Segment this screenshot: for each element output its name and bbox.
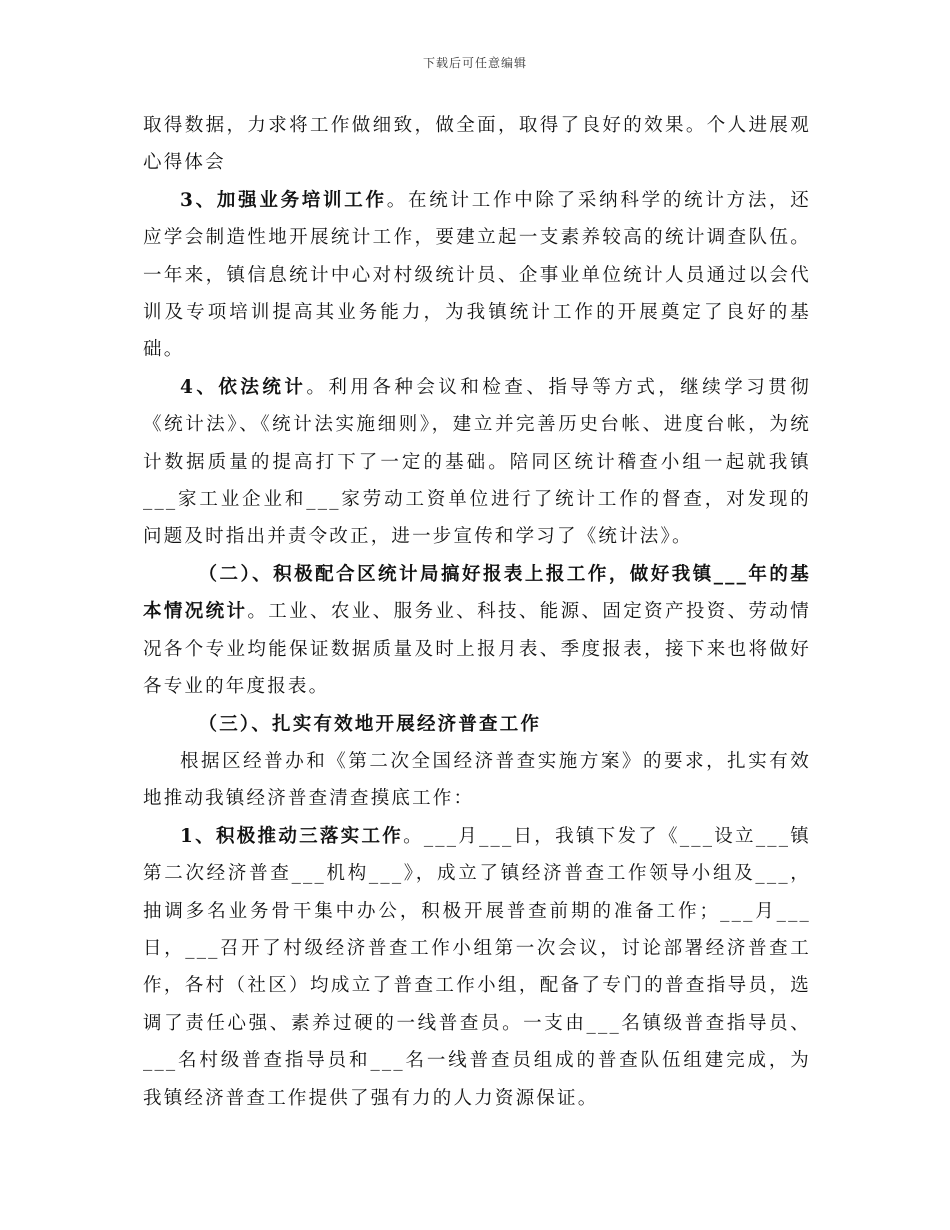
- paragraph-heading: 1、积极推动三落实工作: [180, 825, 404, 847]
- paragraph-heading: （三）、扎实有效地开展经济普查工作: [198, 713, 542, 735]
- paragraph-text: 取得数据，力求将工作做细致，做全面，取得了良好的效果。个人进展观心得体会: [143, 115, 811, 174]
- paragraph-text: 。利用各种会议和检查、指导等方式，继续学习贯彻《统计法》、《统计法实施细则》，建立并完善历史台帐、进度台帐，为统计数据质量的提高打下了一定的基础。陪同区统计稽查小组一起就我镇___家工业企业和___家劳动工资单位进行了统计工作的督查，对发现的问题及时指出并责令改正，进一步宣传和学习了《统计法》。: [143, 376, 811, 548]
- paragraph-text: 。___月___日，我镇下发了《___设立___镇第二次经济普查___机构___》，成立了镇经济普查工作领导小组及___，抽调多名业务骨干集中办公，积极开展普查前期的准备工作；___月___日，___召开了村级经济普查工作小组第一次会议，讨论部署经济普查工作，各村（社区）均成立了普查工作小组，配备了专门的普查指导员，选调了责任心强、素养过硬的一线普查员。一支由___名镇级普查指导员、___名村级普查指导员和___名一线普查员组成的普查队伍组建完成，为我镇经济普查工作提供了强有力的人力资源保证。: [143, 825, 811, 1109]
- section-heading-census: [143, 706, 811, 743]
- paragraph-training: [143, 182, 811, 369]
- paragraph-text: 。在统计工作中除了采纳科学的统计方法，还应学会制造性地开展统计工作，要建立起一支素养较高的统计调查队伍。一年来，镇信息统计中心对村级统计员、企事业单位统计人员通过以会代训及专项培训提高其业务能力，为我镇统计工作的开展奠定了良好的基础。: [143, 189, 811, 361]
- paragraph-reports: [143, 556, 811, 706]
- paragraph-continuation: [143, 107, 811, 182]
- paragraph-heading: 3、加强业务培训工作: [180, 189, 387, 211]
- paragraph-heading: 4、依法统计: [180, 376, 307, 398]
- page-header: 下载后可任意编辑: [422, 56, 527, 70]
- paragraph-three-implementations: [143, 818, 811, 1117]
- paragraph-law: [143, 369, 811, 556]
- paragraph-heading: （二）、积极配合区统计局搞好报表上报工作，做好我镇___年的基本情况统计: [143, 563, 811, 623]
- document-body: [143, 107, 811, 1117]
- paragraph-text: 。工业、农业、服务业、科技、能源、固定资产投资、劳动情况各个专业均能保证数据质量及时上报月表、季度报表，接下来也将做好各专业的年度报表。: [143, 601, 811, 698]
- paragraph-census-intro: [143, 743, 811, 818]
- paragraph-text: 根据区经普办和《第二次全国经济普查实施方案》的要求，扎实有效地推动我镇经济普查清查摸底工作：: [143, 750, 811, 810]
